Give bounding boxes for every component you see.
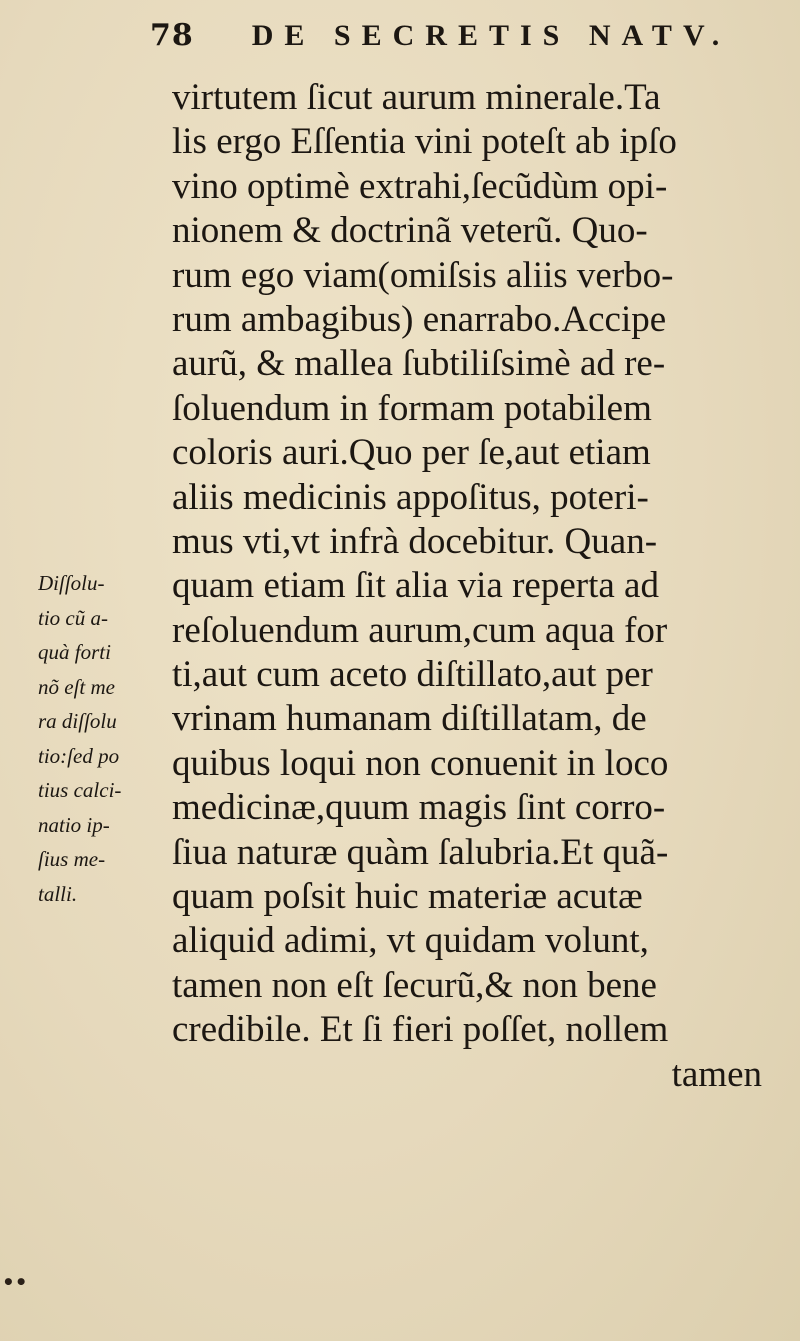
- page-header: [150, 18, 731, 68]
- margin-note-line: tio cũ a-: [38, 605, 108, 630]
- margin-note: [38, 566, 166, 911]
- text-line: medicinæ,quum magis ſint corro-: [172, 787, 666, 829]
- text-line: aurũ, & mallea ſubtiliſsimè ad re-: [172, 343, 666, 385]
- text-line: tamen non eſt ſecurũ,& non bene: [172, 964, 657, 1006]
- page-number: 78: [150, 18, 194, 53]
- margin-note-line: Diſſolu-: [38, 571, 105, 595]
- margin-note-line: quà forti: [38, 640, 111, 664]
- running-head: DE SECRETIS NATV.: [251, 19, 731, 52]
- text-line: ſoluendum in formam potabilem: [172, 387, 652, 429]
- margin-note-line: natio ip-: [38, 812, 110, 837]
- text-line: vrinam humanam diſtillatam, de: [172, 698, 647, 740]
- text-line: mus vti,vt infrà docebitur. Quan-: [172, 520, 658, 562]
- text-line: credibile. Et ſi fieri poſſet, nollem: [172, 1009, 669, 1051]
- margin-note-line: ra diſſolu: [38, 709, 117, 733]
- margin-note-line: tio:ſed po: [38, 743, 120, 768]
- margin-note-line: ſius me-: [38, 847, 106, 871]
- margin-note-line: tius calci-: [38, 778, 122, 802]
- text-line: rum ego viam(omiſsis aliis verbo-: [172, 254, 674, 296]
- text-line: vino optimè extrahi,ſecũdùm opi-: [172, 165, 668, 207]
- margin-note-line: nõ eſt me: [38, 674, 115, 699]
- text-line: quam etiam ſit alia via reperta ad: [172, 565, 659, 607]
- text-line: reſoluendum aurum,cum aqua for: [172, 609, 668, 651]
- text-line: virtutem ſicut aurum minerale.Ta: [172, 77, 661, 118]
- text-line: ſiua naturæ quàm ſalubria.Et quã-: [172, 831, 669, 873]
- main-text-block: [172, 76, 792, 1097]
- catchword: tamen: [671, 1053, 762, 1095]
- text-line: quam poſsit huic materiæ acutæ: [172, 876, 643, 918]
- text-line: coloris auri.Quo per ſe,aut etiam: [172, 432, 651, 474]
- text-line: aliquid adimi, vt quidam volunt,: [172, 920, 649, 962]
- text-line: nionem & doctrinã veterũ. Quo-: [172, 210, 648, 252]
- text-line: ti,aut cum aceto diſtillato,aut per: [172, 654, 653, 696]
- stray-ink-mark: ••: [2, 1270, 28, 1294]
- text-line: lis ergo Eſſentia vini poteſt ab ipſo: [172, 121, 677, 163]
- margin-note-line: talli.: [38, 881, 78, 906]
- text-line: quibus loqui non conuenit in loco: [172, 742, 669, 784]
- text-line: aliis medicinis appoſitus, poteri-: [172, 476, 649, 518]
- text-line: rum ambagibus) enarrabo.Accipe: [172, 298, 667, 340]
